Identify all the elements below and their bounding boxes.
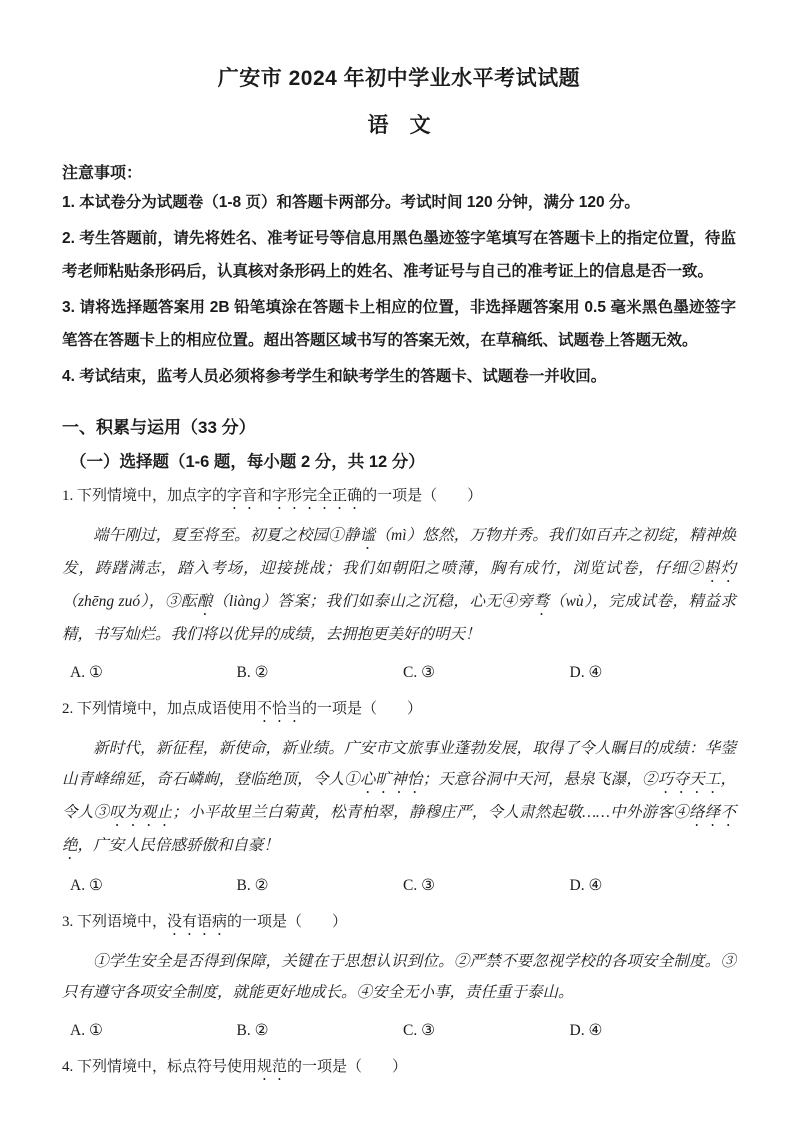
question-1-passage: 端午刚过，夏至将至。初夏之校园①静谧（mì）悠然，万物并秀。我们如百卉之初绽，精神焕发，踌躇满志，踏入考场，迎接挑战；我们如朝阳之喷薄，胸有成竹，浏览试卷，仔细②斟灼（zhēng zuó），③酝酿（liàng）答案；我们如泰山之沉稳，心无④旁骛（wù），完成试卷，精益求精，书写灿烂。我们将以优异的成绩，去拥抱更美好的明天！	[62, 527, 736, 643]
question-1-option-a: A. ①	[70, 664, 103, 681]
question-2-option-a: A. ①	[70, 877, 103, 894]
question-3	[62, 910, 736, 1043]
question-3-passage: ①学生安全是否得到保障，关键在于思想认识到位。②严禁不要忽视学校的各项安全制度。③只有遵守各项安全制度，就能更好地成长。④安全无小事，责任重于泰山。	[62, 953, 736, 1001]
notice-heading: 注意事项：	[62, 165, 143, 182]
question-2-option-c: C. ③	[403, 877, 435, 894]
question-2-passage: 新时代，新征程，新使命，新业绩。广安市文旅事业蓬勃发展，取得了令人瞩目的成绩：华蓥山青峰绵延，奇石嶙峋，登临绝顶，令人①心旷神怡；天意谷洞中天河，悬泉飞瀑，②巧夺天工，令人③叹为观止；小平故里兰白菊黄，松青柏翠，静穆庄严，令人肃然起敬……中外游客④络绎不绝，广安人民倍感骄傲和自豪！	[62, 740, 736, 854]
paper-header	[62, 62, 736, 139]
question-3-option-d: D. ④	[569, 1022, 603, 1039]
question-2-options	[62, 874, 736, 898]
question-1-stem: 1. 下列情境中，加点字的字音和字形完全正确的一项是（ ）	[62, 488, 483, 504]
question-1-options	[62, 661, 736, 685]
question-1	[62, 484, 736, 685]
subsection-heading: （一）选择题（1-6 题，每小题 2 分，共 12 分）	[70, 453, 425, 471]
section-heading: 一、积累与运用（33 分）	[62, 418, 256, 437]
question-3-option-a: A. ①	[70, 1022, 103, 1039]
question-2-option-d: D. ④	[569, 877, 603, 894]
page-title: 广安市 2024 年初中学业水平考试试题	[217, 67, 581, 90]
question-2-stem: 2. 下列情境中，加点成语使用不恰当的一项是（ ）	[62, 701, 423, 717]
question-4	[62, 1055, 736, 1084]
notice-item-3: 3. 请将选择题答案用 2B 铅笔填涂在答题卡上相应的位置，非选择题答案用 0.5 毫米黑色墨迹签字笔答在答题卡上的相应位置。超出答题区域书写的答案无效，在草稿纸、试题卷上答题无效。	[62, 299, 736, 349]
question-2-option-b: B. ②	[236, 877, 269, 894]
notice-section	[62, 160, 736, 393]
question-3-option-b: B. ②	[236, 1022, 269, 1039]
question-1-option-b: B. ②	[236, 664, 269, 681]
question-3-stem: 3. 下列语境中，没有语病的一项是（ ）	[62, 914, 348, 930]
question-2	[62, 697, 736, 898]
question-1-option-c: C. ③	[403, 664, 435, 681]
question-3-option-c: C. ③	[403, 1022, 435, 1039]
question-4-stem: 4. 下列情境中，标点符号使用规范的一项是（ ）	[62, 1059, 408, 1075]
question-1-option-d: D. ④	[569, 664, 603, 681]
section-accumulation-and-use	[62, 413, 736, 1084]
notice-item-1: 1. 本试卷分为试题卷（1-8 页）和答题卡两部分。考试时间 120 分钟，满分 120 分。	[62, 194, 640, 211]
notice-item-4: 4. 考试结束，监考人员必须将参考学生和缺考学生的答题卡、试题卷一并收回。	[62, 368, 607, 385]
notice-item-2: 2. 考生答题前，请先将姓名、准考证号等信息用黑色墨迹签字笔填写在答题卡上的指定位置，待监考老师粘贴条形码后，认真核对条形码上的姓名、准考证号与自己的准考证上的信息是否一致。	[62, 230, 736, 280]
subject-title: 语 文	[367, 114, 431, 137]
question-3-options	[62, 1019, 736, 1043]
